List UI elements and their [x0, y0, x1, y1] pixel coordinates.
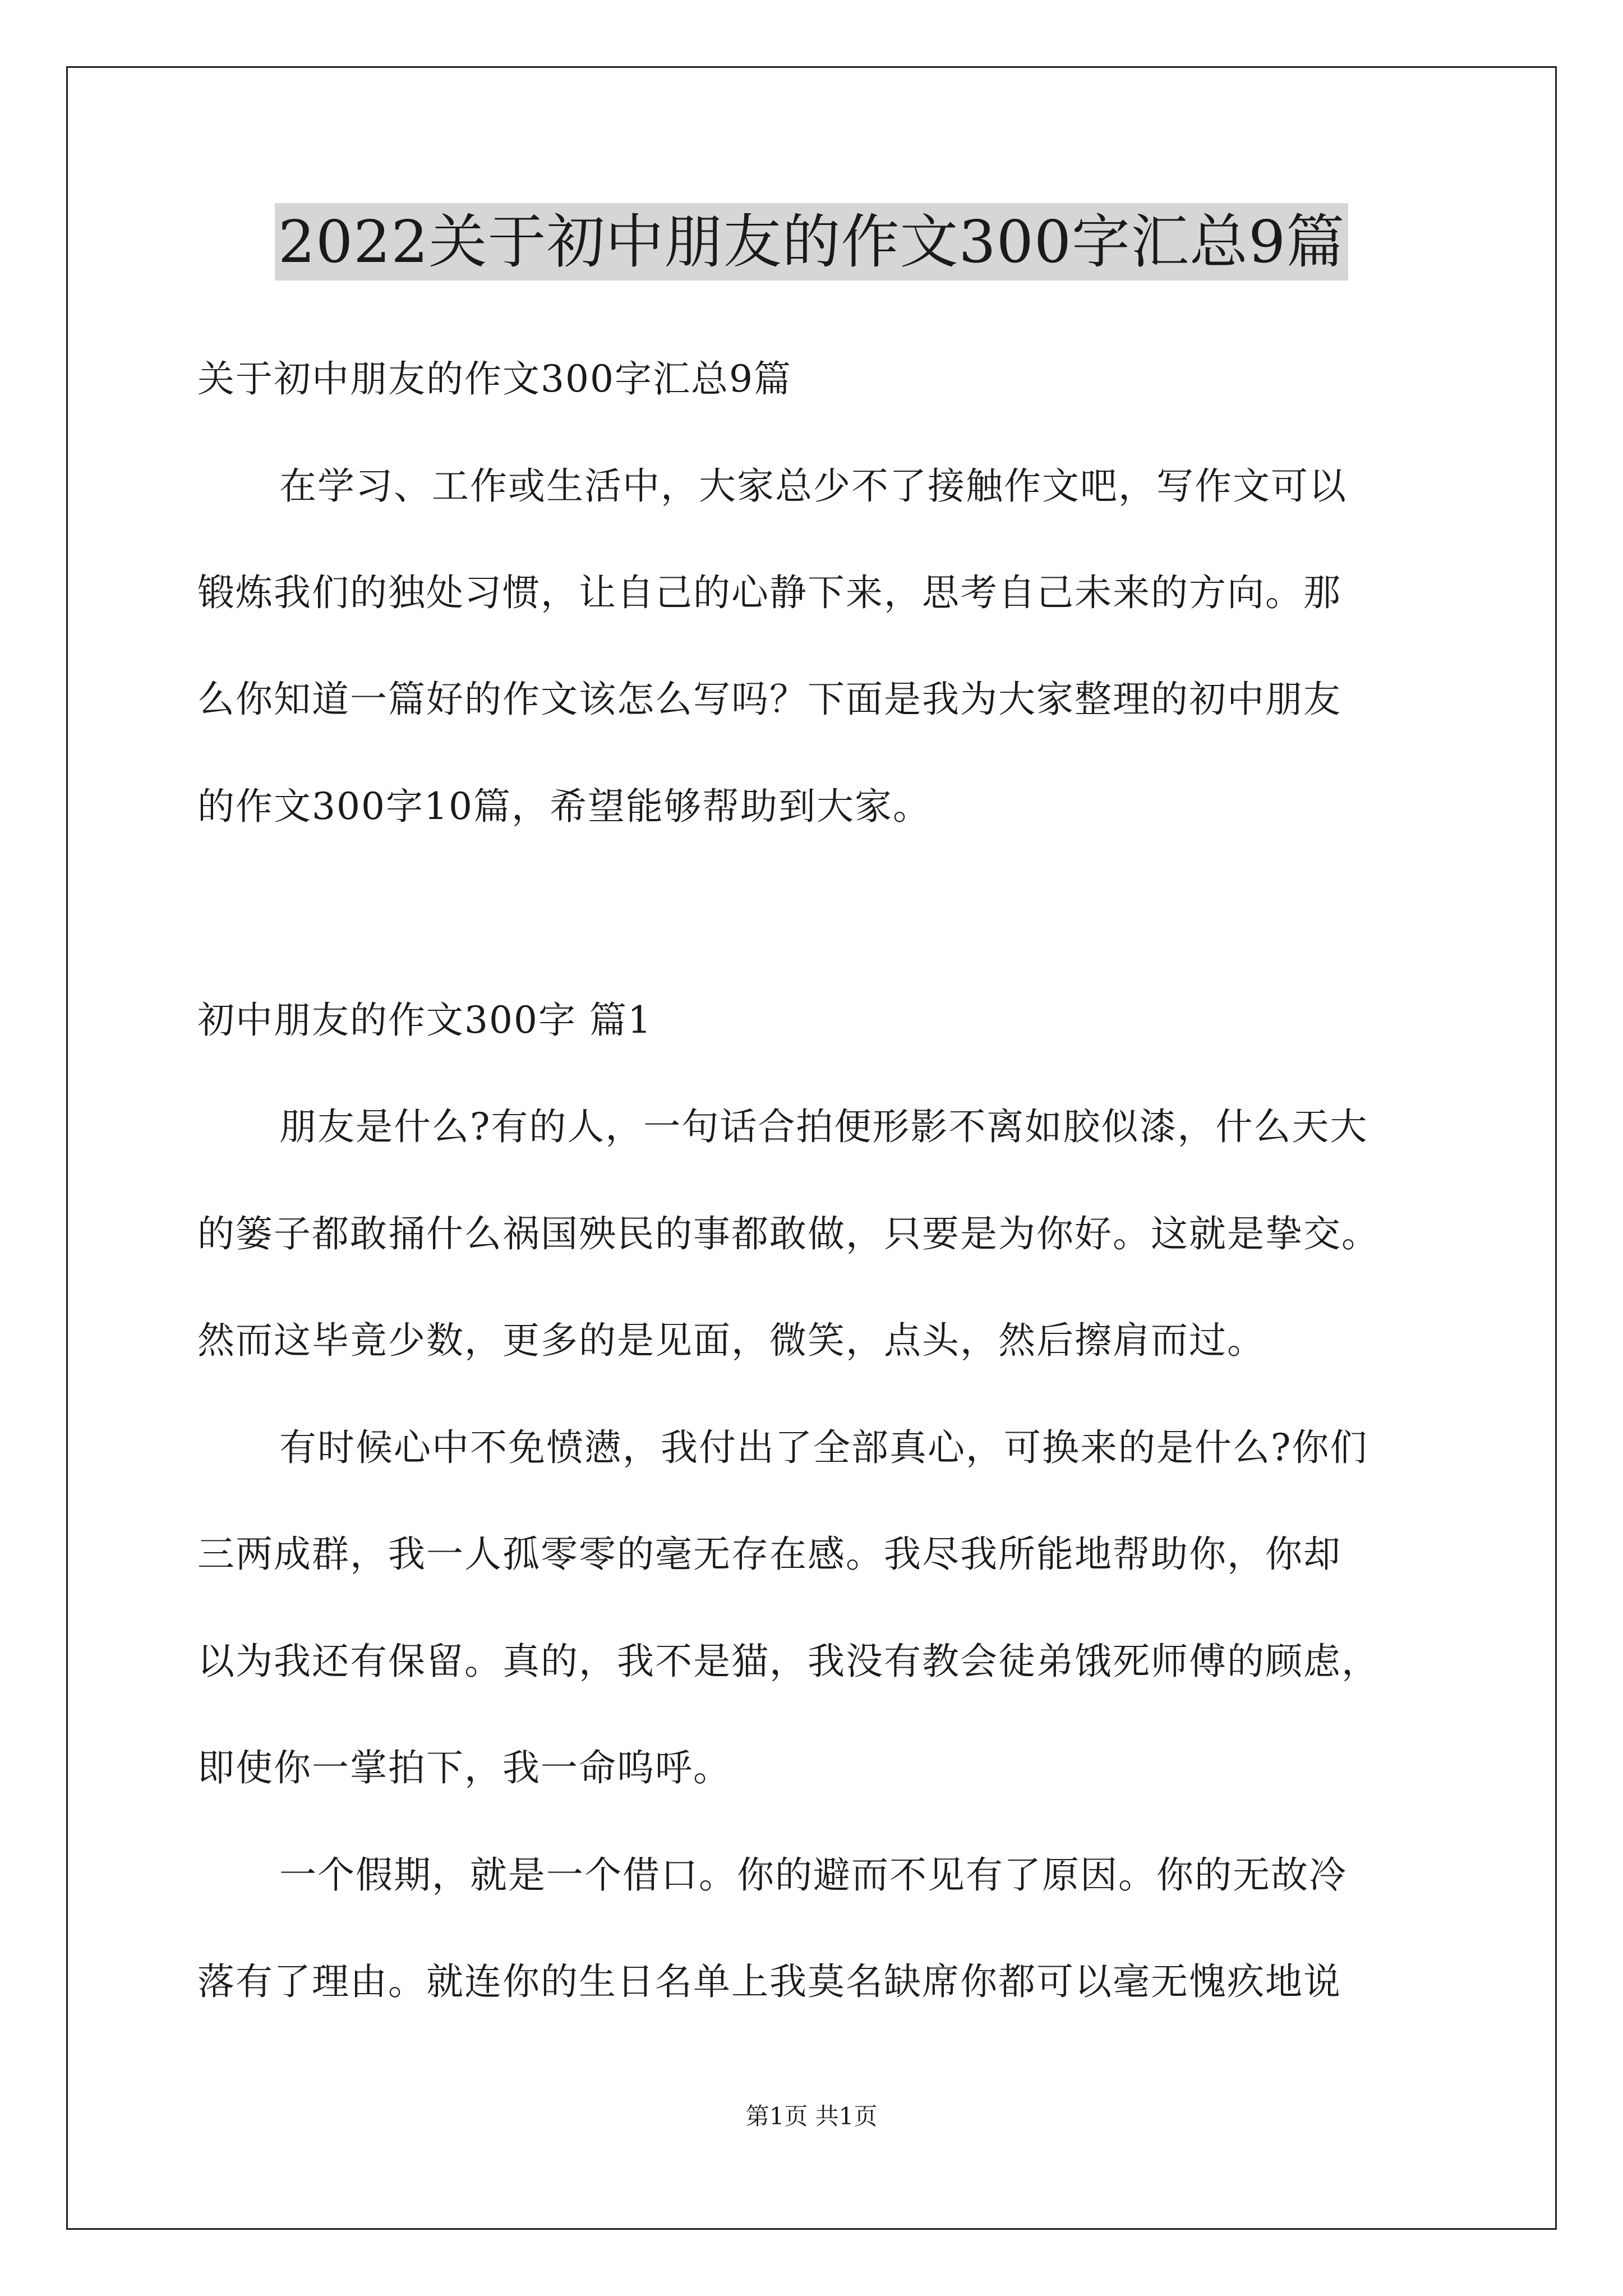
intro-line: 么你知道一篇好的作文该怎么写吗？下面是我为大家整理的初中朋友	[197, 678, 1341, 721]
body-line: 的篓子都敢捅什么祸国殃民的事都敢做，只要是为你好。这就是挚交。	[197, 1212, 1380, 1255]
page-footer: 第1页 共1页	[745, 2102, 878, 2130]
body-line: 落有了理由。就连你的生日名单上我莫名缺席你都可以毫无愧疚地说	[197, 1960, 1341, 2003]
section-heading: 初中朋友的作文300字 篇1	[197, 999, 652, 1042]
body-line: 即使你一掌拍下，我一命呜呼。	[197, 1746, 731, 1789]
body-line: 有时候心中不免愤懑，我付出了全部真心，可换来的是什么?你们	[279, 1426, 1368, 1469]
intro-line: 锻炼我们的独处习惯，让自己的心静下来，思考自己未来的方向。那	[197, 571, 1341, 614]
body-line: 一个假期，就是一个借口。你的避而不见有了原因。你的无故冷	[279, 1853, 1347, 1897]
body-line: 然而这毕竟少数，更多的是见面，微笑，点头，然后擦肩而过。	[197, 1319, 1265, 1362]
document-title: 2022关于初中朋友的作文300字汇总9篇	[275, 203, 1348, 280]
title-container	[0, 203, 1623, 282]
intro-line: 的作文300字10篇，希望能够帮助到大家。	[197, 785, 931, 828]
body-line: 以为我还有保留。真的，我不是猫，我没有教会徒弟饿死师傅的顾虑，	[197, 1640, 1380, 1683]
body-line: 三两成群，我一人孤零零的毫无存在感。我尽我所能地帮助你，你却	[197, 1533, 1341, 1576]
document-subtitle: 关于初中朋友的作文300字汇总9篇	[197, 357, 792, 401]
body-line: 朋友是什么?有的人，一句话合拍便形影不离如胶似漆，什么天大	[279, 1105, 1368, 1148]
intro-line: 在学习、工作或生活中，大家总少不了接触作文吧，写作文可以	[279, 464, 1347, 508]
